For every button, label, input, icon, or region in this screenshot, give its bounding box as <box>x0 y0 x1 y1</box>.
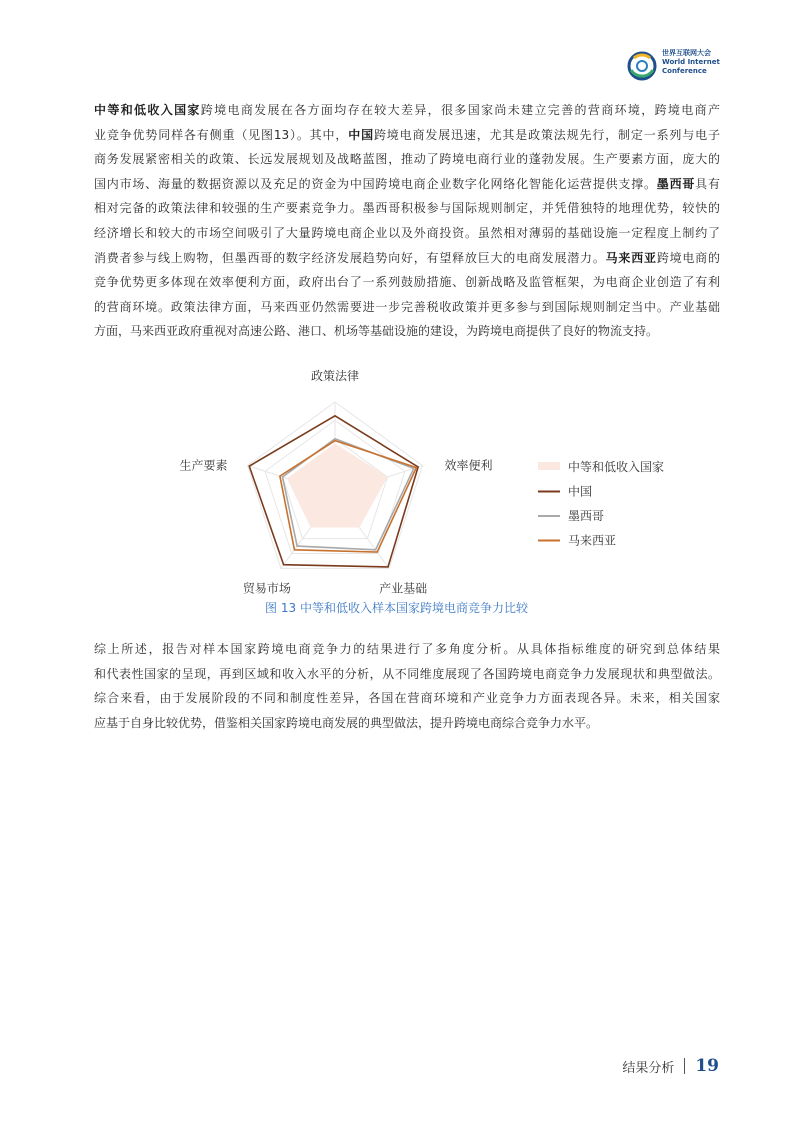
text-run: 业竞争优势同样各有侧重（见图13）。其中， <box>94 127 349 142</box>
text-line <box>94 270 720 295</box>
text-line <box>94 147 720 172</box>
footer-divider <box>684 1058 685 1074</box>
text-line <box>94 246 720 271</box>
logo-line-en1: World Internet <box>662 58 720 66</box>
paragraph-analysis <box>94 98 720 344</box>
axis-label: 贸易市场 <box>242 581 291 596</box>
highlight-term: 中国 <box>348 127 374 142</box>
text-line <box>94 662 720 687</box>
paragraph-summary <box>94 637 720 735</box>
text-run: 和代表性国家的呈现，再到区域和收入水平的分析，从不同维度展现了各国跨境电商竞争力发展现状和典型做法。 <box>94 666 720 681</box>
text-line <box>94 123 720 148</box>
text-line <box>94 221 720 246</box>
text-run: 综上所述，报告对样本国家跨境电商竞争力的结果进行了多角度分析。从具体指标维度的研究到总体结果 <box>94 642 720 656</box>
text-line <box>94 637 720 662</box>
axis-label: 生产要素 <box>179 458 228 473</box>
logo-line-en2: Conference <box>662 67 707 75</box>
footer-section-title: 结果分析 <box>622 1060 675 1076</box>
text-run: 综合来看，由于发展阶段的不同和制度性差异，各国在营商环境和产业竞争力方面表现各异。未来，相关国家 <box>94 691 720 706</box>
conference-logo <box>626 46 736 86</box>
text-line <box>94 98 720 123</box>
figure-caption: 图 13 中等和低收入样本国家跨境电商竞争力比较 <box>265 601 528 615</box>
logo-text <box>662 49 720 76</box>
text-run: 国内市场、海量的数据资源以及充足的资金为中国跨境电商企业数字化网络化智能化运营提供支撑。 <box>94 176 657 191</box>
text-run: 跨境电商发展在各方面均存在较大差异，很多国家尚未建立完善的营商环境，跨境电商产 <box>200 103 720 117</box>
legend-label: 马来西亚 <box>568 533 617 548</box>
text-line <box>94 172 720 197</box>
axis-label: 产业基础 <box>379 581 428 596</box>
text-line <box>94 319 720 344</box>
series-area <box>287 443 388 527</box>
text-line <box>94 711 720 736</box>
page-number: 19 <box>695 1056 719 1076</box>
legend-label: 中等和低收入国家 <box>568 460 665 474</box>
globe-logo-icon <box>626 50 658 82</box>
text-run: 经济增长和较大的市场空间吸引了大量跨境电商企业以及外商投资。虽然相对薄弱的基础设施一定程度上制约了 <box>94 225 720 240</box>
text-run: 跨境电商发展迅速，尤其是政策法规先行，制定一系列与电子 <box>373 127 720 142</box>
axis-label: 效率便利 <box>444 458 493 473</box>
text-line <box>94 686 720 711</box>
page-footer <box>622 1056 719 1076</box>
text-run: 相对完备的政策法律和较强的生产要素竞争力。墨西哥积极参与国际规则制定，并凭借独特的地理优势，较快的 <box>94 201 720 216</box>
text-run: 消费者参与线上购物，但墨西哥的数字经济发展趋势向好，有望释放巨大的电商发展潜力。 <box>94 250 606 265</box>
radar-chart <box>150 362 665 596</box>
text-run: 竞争优势更多体现在效率便利方面，政府出台了一系列鼓励措施、创新战略及监管框架，为电商企业创造了有利 <box>94 275 720 290</box>
text-line <box>94 196 720 221</box>
text-run: 的营商环境。政策法律方面，马来西亚仍然需要进一步完善税收政策并更多参与到国际规则制定当中。产业基础 <box>94 299 720 314</box>
text-run: 跨境电商的 <box>656 250 720 265</box>
highlight-term: 马来西亚 <box>605 250 657 265</box>
text-run: 商务发展紧密相关的政策、长远发展规划及战略蓝图，推动了跨境电商行业的蓬勃发展。生产要素方面，庞大的 <box>94 152 720 167</box>
highlight-term: 墨西哥 <box>656 176 696 191</box>
text-run: 具有 <box>695 176 720 191</box>
legend-swatch <box>538 462 560 470</box>
logo-line-cn: 世界互联网大会 <box>662 49 711 57</box>
axis-label: 政策法律 <box>310 369 360 383</box>
text-run: 方面，马来西亚政府重视对高速公路、港口、机场等基础设施的建设，为跨境电商提供了良好的物流支持。 <box>94 324 659 339</box>
highlight-term: 中等和低收入国家 <box>94 103 201 117</box>
legend-label: 中国 <box>568 484 593 499</box>
legend-label: 墨西哥 <box>568 509 605 523</box>
text-line <box>94 295 720 320</box>
text-run: 应基于自身比较优势，借鉴相关国家跨境电商发展的典型做法，提升跨境电商综合竞争力水平。 <box>94 715 599 730</box>
